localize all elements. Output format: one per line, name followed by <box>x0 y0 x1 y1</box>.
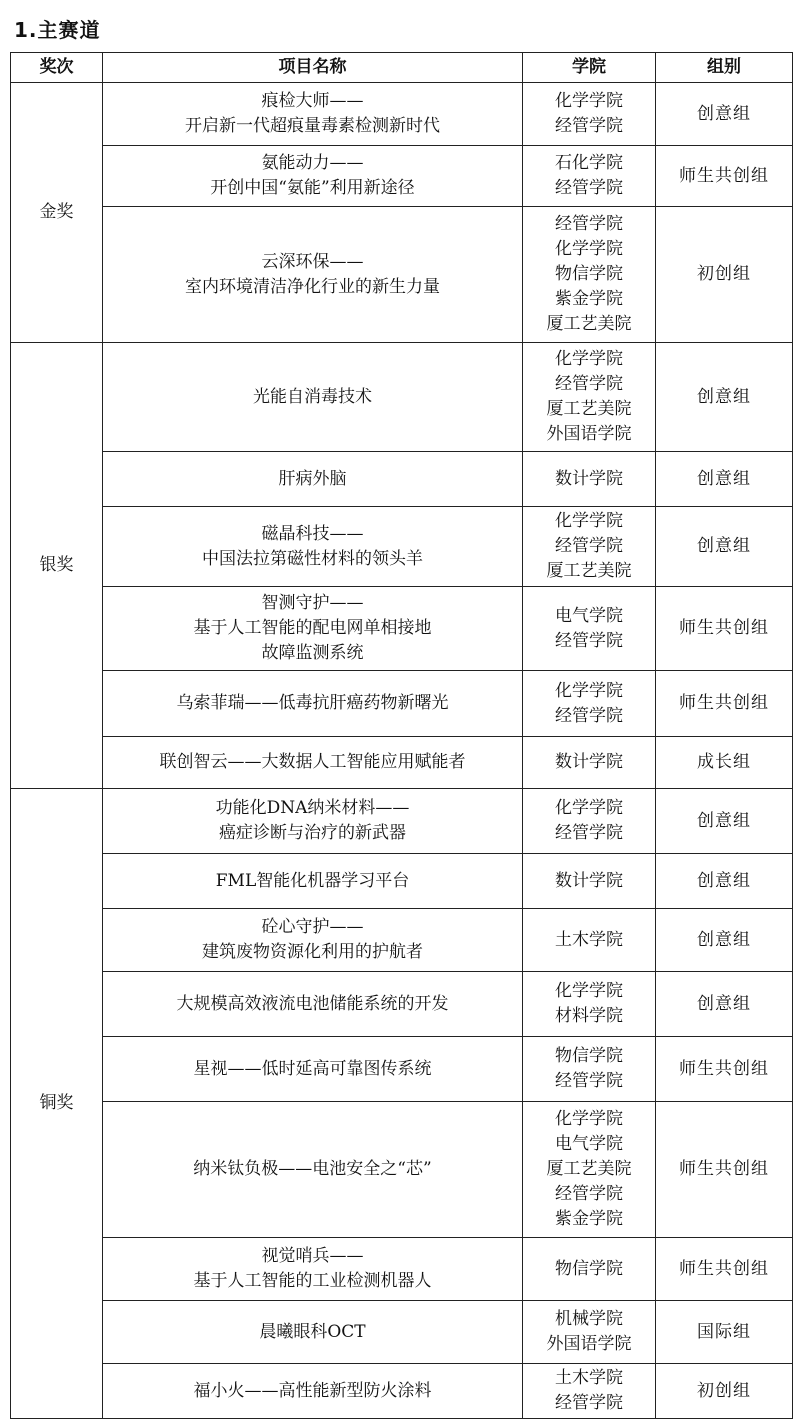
college-name: 数计学院 <box>555 752 623 772</box>
project-line: 建筑废物资源化利用的护航者 <box>202 942 423 962</box>
group-cell: 创意组 <box>656 343 793 452</box>
project-line: 基于人工智能的配电网单相接地 <box>193 618 432 638</box>
college-name: 物信学院 <box>555 1258 623 1279</box>
college-name: 外国语学院 <box>546 424 632 444</box>
college-name: 经管学院 <box>555 214 623 234</box>
college-name: 经管学院 <box>555 1393 623 1413</box>
table-row <box>11 972 793 1037</box>
project-line: 痕检大师—— <box>261 91 364 111</box>
project-cell <box>103 1037 523 1102</box>
header-college: 学院 <box>523 53 656 83</box>
project-line: 纳米钛负极——电池安全之“芯” <box>193 1159 432 1179</box>
project-line: 故障监测系统 <box>261 643 364 663</box>
awards-table <box>10 52 793 1419</box>
table-row <box>11 1238 793 1301</box>
project-cell <box>103 737 523 789</box>
group-cell: 创意组 <box>656 83 793 146</box>
group-cell: 创意组 <box>656 789 793 854</box>
college-name: 经管学院 <box>555 823 623 843</box>
project-line: 联创智云——大数据人工智能应用赋能者 <box>159 752 466 772</box>
group-cell: 国际组 <box>656 1301 793 1364</box>
college-cell <box>523 83 656 146</box>
project-cell <box>103 207 523 343</box>
project-line: 大规模高效液流电池储能系统的开发 <box>176 993 449 1014</box>
group-cell: 初创组 <box>656 1364 793 1419</box>
project-line: 晨曦眼科OCT <box>259 1321 366 1342</box>
college-name: 厦工艺美院 <box>546 1159 632 1179</box>
college-name: 化学学院 <box>555 91 623 111</box>
college-name: 电气学院 <box>555 605 623 626</box>
college-cell <box>523 854 656 909</box>
project-line: 福小火——高性能新型防火涂料 <box>193 1380 432 1401</box>
college-name: 物信学院 <box>555 264 623 284</box>
college-name: 经管学院 <box>555 705 623 726</box>
project-line: 云深环保—— <box>261 251 364 272</box>
college-name: 机械学院 <box>555 1309 623 1329</box>
college-cell <box>523 343 656 452</box>
college-cell <box>523 587 656 671</box>
table-row <box>11 207 793 343</box>
project-cell <box>103 909 523 972</box>
college-name: 经管学院 <box>555 536 623 556</box>
table-row <box>11 452 793 507</box>
group-cell: 初创组 <box>656 207 793 343</box>
college-name: 化学学院 <box>555 239 623 259</box>
college-name: 厦工艺美院 <box>546 314 632 334</box>
project-line: 功能化DNA纳米材料—— <box>215 798 410 818</box>
table-row <box>11 343 793 452</box>
group-cell: 师生共创组 <box>656 146 793 207</box>
project-cell <box>103 972 523 1037</box>
college-name: 紫金学院 <box>555 289 623 309</box>
college-name: 土木学院 <box>555 1368 623 1388</box>
project-cell <box>103 343 523 452</box>
college-cell <box>523 1102 656 1238</box>
project-line: 开创中国“氨能”利用新途径 <box>210 178 415 198</box>
college-cell <box>523 1037 656 1102</box>
section-title: 1.主赛道 <box>14 18 101 42</box>
award-cell: 银奖 <box>11 343 103 789</box>
table-row <box>11 587 793 671</box>
header-project: 项目名称 <box>103 53 523 83</box>
project-line: 智测守护—— <box>261 593 364 613</box>
table-row <box>11 1301 793 1364</box>
group-cell: 师生共创组 <box>656 587 793 671</box>
college-name: 化学学院 <box>555 680 623 701</box>
project-cell <box>103 1301 523 1364</box>
award-cell: 金奖 <box>11 83 103 343</box>
college-name: 经管学院 <box>555 116 623 136</box>
project-line: 视觉哨兵—— <box>261 1246 364 1266</box>
college-name: 土木学院 <box>555 929 623 950</box>
college-cell <box>523 671 656 737</box>
college-name: 经管学院 <box>555 178 623 198</box>
project-cell <box>103 1238 523 1301</box>
project-line: 基于人工智能的工业检测机器人 <box>193 1271 432 1291</box>
header-award: 奖次 <box>11 53 103 83</box>
college-name: 化学学院 <box>555 981 623 1001</box>
college-name: 外国语学院 <box>546 1334 632 1354</box>
table-row <box>11 507 793 587</box>
college-cell <box>523 972 656 1037</box>
project-line: 磁晶科技—— <box>261 523 364 544</box>
table-header-row <box>11 53 793 83</box>
college-name: 经管学院 <box>555 1184 623 1204</box>
project-cell <box>103 1102 523 1238</box>
college-name: 数计学院 <box>555 468 623 489</box>
college-cell <box>523 1301 656 1364</box>
table-row <box>11 909 793 972</box>
project-line: 中国法拉第磁性材料的领头羊 <box>202 548 423 569</box>
college-name: 紫金学院 <box>555 1209 623 1229</box>
table-row <box>11 1037 793 1102</box>
group-cell: 师生共创组 <box>656 1238 793 1301</box>
college-name: 厦工艺美院 <box>546 561 632 581</box>
college-name: 经管学院 <box>555 374 623 394</box>
table-row <box>11 671 793 737</box>
college-name: 厦工艺美院 <box>546 399 632 419</box>
table-row <box>11 854 793 909</box>
college-cell <box>523 146 656 207</box>
college-name: 经管学院 <box>555 630 623 651</box>
college-name: 化学学院 <box>555 1109 623 1129</box>
group-cell: 师生共创组 <box>656 1037 793 1102</box>
table-row <box>11 789 793 854</box>
project-line: 肝病外脑 <box>278 468 347 489</box>
project-cell <box>103 1364 523 1419</box>
table-body <box>11 83 793 1419</box>
college-cell <box>523 1364 656 1419</box>
group-cell: 师生共创组 <box>656 1102 793 1238</box>
college-name: 石化学院 <box>555 153 623 173</box>
group-cell: 创意组 <box>656 972 793 1037</box>
project-cell <box>103 587 523 671</box>
group-cell: 创意组 <box>656 507 793 587</box>
college-name: 化学学院 <box>555 349 623 369</box>
project-line: 癌症诊断与治疗的新武器 <box>219 823 406 843</box>
project-cell <box>103 671 523 737</box>
table-row <box>11 737 793 789</box>
project-line: 光能自消毒技术 <box>253 386 372 407</box>
project-cell <box>103 452 523 507</box>
project-line: 氨能动力—— <box>261 153 364 173</box>
college-name: 化学学院 <box>555 511 623 531</box>
college-name: 数计学院 <box>555 870 623 891</box>
group-cell: 创意组 <box>656 452 793 507</box>
group-cell: 成长组 <box>656 737 793 789</box>
project-cell <box>103 146 523 207</box>
project-line: 星视——低时延高可靠图传系统 <box>193 1058 432 1079</box>
project-line: 乌索菲瑞——低毒抗肝癌药物新曙光 <box>176 693 449 713</box>
project-cell <box>103 507 523 587</box>
group-cell: 师生共创组 <box>656 671 793 737</box>
project-cell <box>103 854 523 909</box>
college-cell <box>523 909 656 972</box>
group-cell: 创意组 <box>656 854 793 909</box>
college-cell <box>523 737 656 789</box>
header-group: 组别 <box>656 53 793 83</box>
college-name: 材料学院 <box>555 1006 623 1026</box>
award-cell: 铜奖 <box>11 789 103 1419</box>
project-line: 开启新一代超痕量毒素检测新时代 <box>185 116 440 136</box>
project-line: 室内环境清洁净化行业的新生力量 <box>185 276 440 297</box>
project-line: 砼心守护—— <box>261 917 364 937</box>
college-name: 物信学院 <box>555 1046 623 1066</box>
project-cell <box>103 83 523 146</box>
college-name: 经管学院 <box>555 1071 623 1091</box>
college-cell <box>523 452 656 507</box>
project-line: FML智能化机器学习平台 <box>215 870 410 891</box>
table-row <box>11 1364 793 1419</box>
college-cell <box>523 207 656 343</box>
college-cell <box>523 507 656 587</box>
table-row <box>11 146 793 207</box>
college-name: 化学学院 <box>555 798 623 818</box>
project-cell <box>103 789 523 854</box>
college-cell <box>523 789 656 854</box>
college-name: 电气学院 <box>555 1134 623 1154</box>
table-row <box>11 1102 793 1238</box>
college-cell <box>523 1238 656 1301</box>
group-cell: 创意组 <box>656 909 793 972</box>
table-row <box>11 83 793 146</box>
